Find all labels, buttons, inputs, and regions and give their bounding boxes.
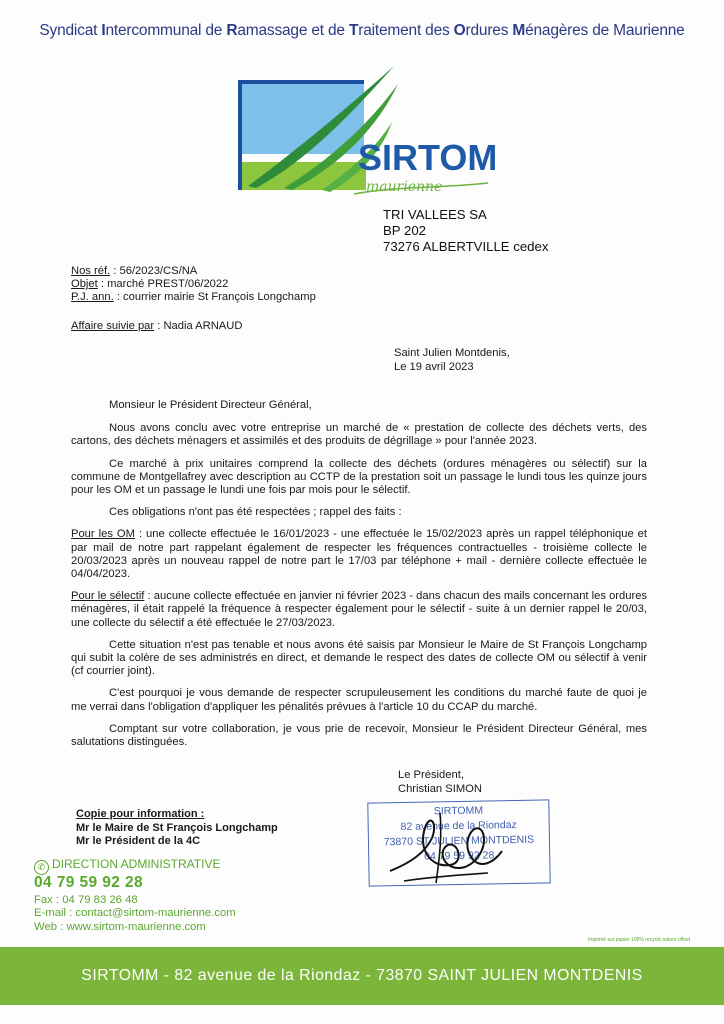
recipient-address xyxy=(383,207,548,255)
paragraph-om: Pour les OM : une collecte effectuée le 16/01/2023 - une effectuée le 15/02/2023 après un rappel téléphonique et par mail de notre part rappelant également de respecter les fréquences contractuelles - troisième collecte le 20/03/2023 après un nouveau rappel de notre part le 17/03 par téléphone + mail - dernière collecte effectuée le 04/04/2023. xyxy=(71,528,647,581)
subject: Objet : marché PREST/06/2022 xyxy=(71,278,229,291)
signatory-title: Le Président, xyxy=(398,769,464,781)
sirtom-logo xyxy=(226,58,516,208)
stamp-line: SIRTOMM xyxy=(433,804,484,818)
attachment: P.J. ann. : courrier mairie St François Longchamp xyxy=(71,291,316,304)
signature-block xyxy=(398,769,482,796)
direction-label: ✆ DIRECTION ADMINISTRATIVE xyxy=(34,857,220,875)
copy-recipient: Mr le Maire de St François Longchamp xyxy=(76,821,278,834)
paragraph-selectif: Pour le sélectif : aucune collecte effectuée en janvier ni février 2023 - dans chacun des mails concernant les ordures ménagères, il était rappelé la fréquence à respecter également pour le sélectif - suite à un dernier rappel le 20/03, une collecte du sélectif a été effectuée le 27/03/2023. xyxy=(71,590,648,629)
phone-icon: ✆ xyxy=(34,860,49,875)
logo-subtext: maurienne xyxy=(366,179,443,195)
website: Web : www.sirtom-maurienne.com xyxy=(34,920,206,933)
references-block xyxy=(71,265,316,305)
paragraph: Comptant sur votre collaboration, je vous prie de recevoir, Monsieur le Président Directeur Général, mes salutations distinguées. xyxy=(71,722,647,749)
organization-name: Syndicat Intercommunal de Ramassage et de Traitement des Ordures Ménagères de Maurienne xyxy=(39,22,685,39)
recycled-paper-note: Imprimé sur papier 100% recyclé nature offset xyxy=(588,937,691,943)
paragraph: C'est pourquoi je vous demande de respecter scrupuleusement les conditions du marché faute de quoi je me verrai dans l'obligation d'appliquer les pénalités prévues à l'article 10 du CCAP du marché. xyxy=(71,687,647,713)
phone-number: 04 79 59 92 28 xyxy=(34,874,144,891)
paragraph: Ces obligations n'ont pas été respectées ; rappel des faits : xyxy=(109,506,402,519)
stamp-line: 73870 ST JULIEN MONTDENIS xyxy=(383,833,535,849)
copy-heading: Copie pour information : xyxy=(76,808,205,820)
stamp-line: 82 avenue de la Riondaz xyxy=(400,818,517,834)
our-reference: Nos réf. : 56/2023/CS/NA xyxy=(71,265,198,277)
salutation: Monsieur le Président Directeur Général, xyxy=(109,399,312,411)
letter-body xyxy=(71,399,647,758)
stamp-line: 04 79 59 92 28 xyxy=(424,849,495,863)
paragraph: Cette situation n'est pas tenable et nous avons été saisis par Monsieur le Maire de St François Longchamp qui subit la colère de ses administrés en direct, et demande le respect des dates de collecte OM ou sélectif à venir (cf courrier joint). xyxy=(71,638,647,678)
place-date xyxy=(394,346,510,374)
footer-address-bar: SIRTOMM - 82 avenue de la Riondaz - 73870 SAINT JULIEN MONTDENIS xyxy=(0,947,724,1005)
email: E-mail : contact@sirtom-maurienne.com xyxy=(34,907,236,920)
signatory-name: Christian SIMON xyxy=(398,782,482,795)
recipient-line: TRI VALLEES SA xyxy=(383,207,487,222)
fax: Fax : 04 79 83 26 48 xyxy=(34,894,138,906)
copy-list xyxy=(76,808,278,849)
copy-recipient: Mr le Président de la 4C xyxy=(76,835,201,847)
recipient-line: 73276 ALBERTVILLE cedex xyxy=(383,239,549,254)
place: Saint Julien Montdenis, xyxy=(394,347,510,359)
logo-wordmark: SIRTOM xyxy=(358,137,498,178)
paragraph: Ce marché à prix unitaires comprend la collecte des déchets (ordures ménagères ou sélectif) sur la commune de Montgellafrey avec description au CCTP de la prestation soit un passage le lundi tous les quinze jours pour les OM et un passage le lundi une fois par mois pour le sélectif. xyxy=(71,457,647,497)
paragraph: Nous avons conclu avec votre entreprise un marché de « prestation de collecte des déchets verts, des cartons, des déchets ménagers et assimilés et des produits de dégrillage » pour l'année 2023. xyxy=(71,422,647,448)
case-handler: Affaire suivie par : Nadia ARNAUD xyxy=(71,320,243,332)
handwritten-signature xyxy=(370,793,510,893)
date: Le 19 avril 2023 xyxy=(394,361,474,373)
recipient-line: BP 202 xyxy=(383,223,427,238)
contact-info xyxy=(34,894,236,934)
